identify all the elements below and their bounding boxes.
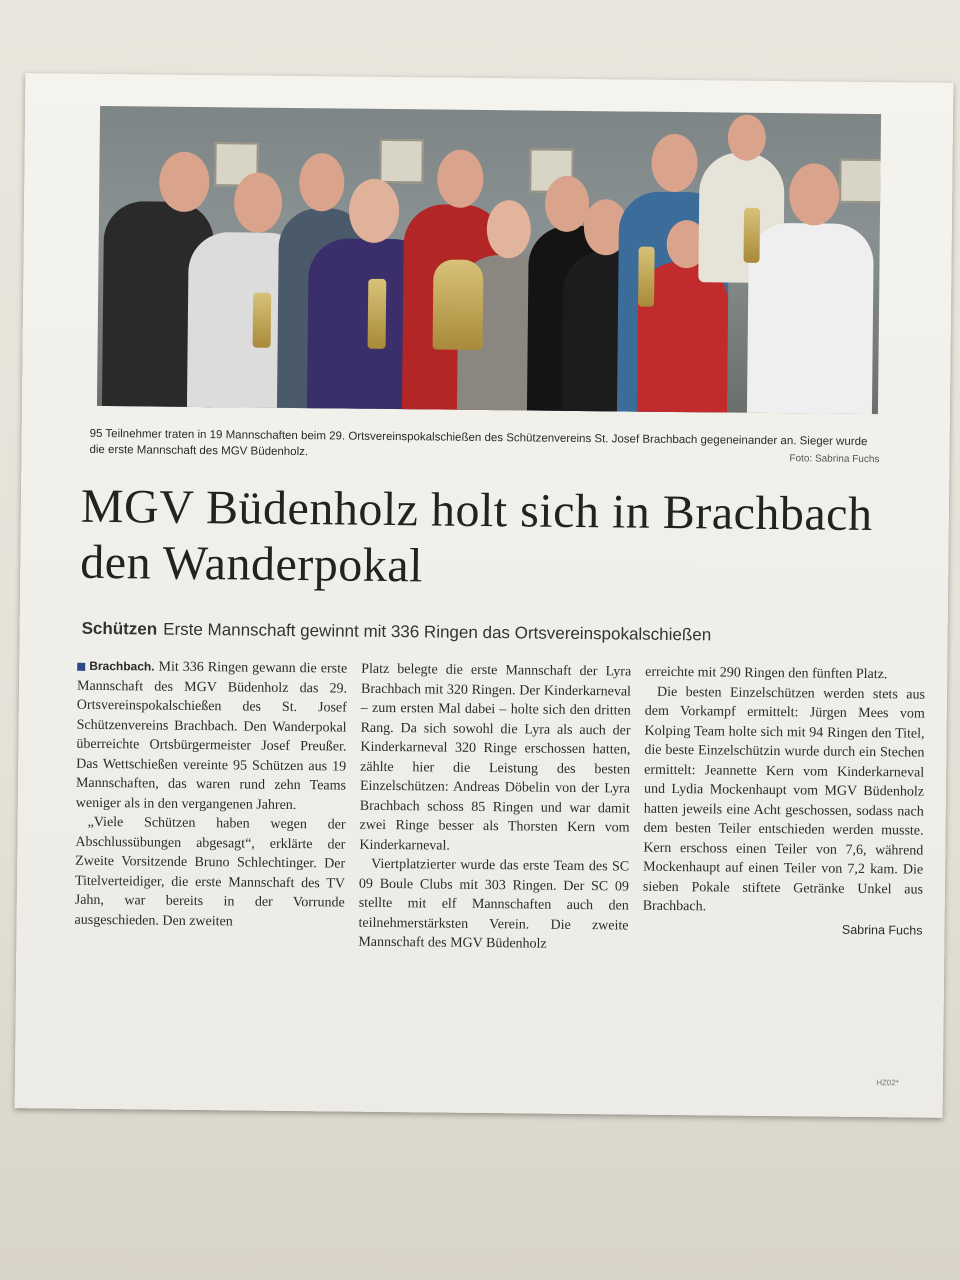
subhead-kicker: Schützen xyxy=(81,618,158,639)
person-head xyxy=(437,149,484,207)
person-head xyxy=(487,200,532,258)
paragraph: „Viele Schützen haben wegen der Abschlussübungen abgesagt“, erklärte der Zweite Vorsitzende Bruno Schlechtinger. Der Titelverteidiger, die erste Mannschaft des TV Jahn, war bereits in der Vorrunde ausgeschieden. Den zweiten xyxy=(74,814,346,929)
trophy-graphic xyxy=(368,279,387,349)
trophy-graphic xyxy=(253,293,272,348)
person-head xyxy=(651,134,698,192)
paragraph: erreichte mit 290 Ringen den fünften Platz. xyxy=(645,664,888,683)
shooting-target-graphic xyxy=(379,139,423,183)
article-author: Sabrina Fuchs xyxy=(841,922,923,938)
trophy-graphic xyxy=(638,247,655,307)
article-column-2 xyxy=(357,660,631,1063)
subhead-text: Erste Mannschaft gewinnt mit 336 Ringen das Ortsvereinspokalschießen xyxy=(163,619,712,645)
team-photo xyxy=(97,106,881,414)
newspaper-clipping xyxy=(15,73,954,1118)
photo-credit: Foto: Sabrina Fuchs xyxy=(789,453,880,466)
paragraph: Platz belegte die erste Mannschaft der Lyra Brachbach mit 320 Ringen. Der Kinderkarneval – zum ersten Mal dabei – holte sich den dritten Rang. Da sich sowohl die Lyra als auch der Kinderkarneval 320 Ringe erschossen hatten, zählte hier die Leistung des besten Einzelschützen: Andreas Döbelin von der Lyra Brachbach schoss 85 Ringen und war damit zwei Ringe besser als Thorsten Kern vom Kinderkarneval. xyxy=(359,661,632,854)
paragraph xyxy=(76,657,348,816)
paragraph-text: Mit 336 Ringen gewann die erste Mannschaft des MGV Büdenholz das 29. Ortsvereinspokalschießen des St. Josef Schützenvereins Brachbach. Den Wanderpokal überreichte Ortsbürgermeister Josef Preußer. Das Wettschießen vereinte 95 Schützen aus 19 Mannschaften, das waren rund zehn Teams weniger als in den vergangenen Jahren. xyxy=(75,659,348,813)
person-head xyxy=(349,179,400,244)
dateline: Brachbach. xyxy=(89,658,155,674)
shooting-target-graphic xyxy=(839,159,881,203)
trophy-graphic xyxy=(743,208,760,263)
article-column-1 xyxy=(73,657,347,1060)
article-headline: MGV Büdenholz holt sich in Brachbach den Wanderpokal xyxy=(80,479,873,593)
article-column-3 xyxy=(641,663,925,1066)
photo-caption: 95 Teilnehmer traten in 19 Mannschaften beim 29. Ortsvereinspokalschießen des Schützenvereins St. Josef Brachbach gegeneinander an. Sieger wurde die erste Mannschaft des MGV Büdenholz. xyxy=(89,427,868,459)
person-head xyxy=(234,172,283,232)
person-head xyxy=(159,152,210,213)
paragraph: Die besten Einzelschützen werden stets aus dem Vorkampf ermittelt: Jürgen Mees vom Kolping Team holte sich mit 94 Ringen den Titel, die beste Einzelschützin wurde durch ein Stechen ermittelt: Jeannette Kern vom Kinderkarneval und Lydia Mockenhaupt vom MGV Büdenholz hatten jeweils eine Acht geschossen, sodass nach dem besten Teiler entschieden werden musste. Kern erschoss einen Teiler von 7,6, während Mockenhaupt auf einen Teiler von 7,2 kam. Die sieben Pokale stiftete Getränke Unkel aus Brachbach. xyxy=(642,684,926,915)
dateline-square-icon xyxy=(77,663,85,671)
paragraph: Viertplatzierter wurde das erste Team des SC 09 Boule Clubs mit 303 Ringen. Der SC 09 stellte mit elf Mannschaften auch den teilnehmerstärksten Verein. Die zweite Mannschaft des MGV Büdenholz xyxy=(358,856,630,952)
page-code: HZ02* xyxy=(876,1078,899,1088)
person-head xyxy=(789,163,840,226)
trophy-graphic xyxy=(433,259,484,350)
article-subhead xyxy=(82,619,902,648)
person-silhouette xyxy=(747,223,874,414)
person-head xyxy=(728,115,766,161)
person-head xyxy=(299,153,345,211)
person-head xyxy=(545,176,590,232)
article-body xyxy=(73,657,926,1066)
